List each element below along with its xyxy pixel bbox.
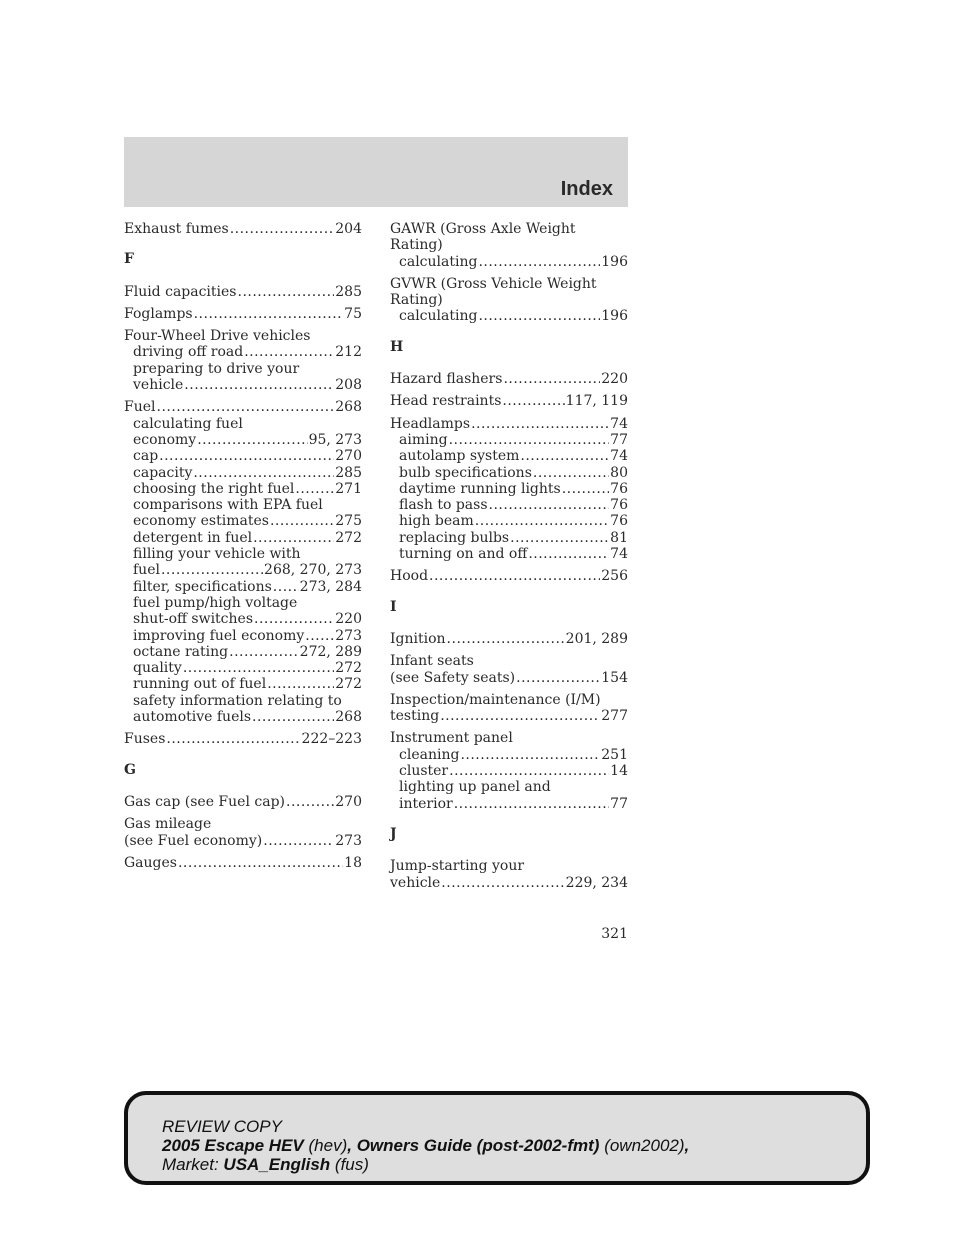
index-entry-line [390, 276, 628, 292]
index-entry-line [124, 816, 362, 832]
index-term: Headlamps [390, 415, 471, 432]
index-entry [390, 653, 628, 686]
dot-leader [516, 670, 600, 686]
index-term: testing [390, 708, 440, 725]
index-subentry-line [124, 676, 362, 692]
index-page-ref: 220 [335, 611, 362, 628]
dot-leader [295, 481, 334, 497]
index-term: detergent in fuel [133, 529, 253, 546]
dot-leader [454, 796, 609, 812]
index-term: Infant seats [390, 653, 474, 670]
index-entry [390, 568, 628, 584]
index-subentry-line [124, 644, 362, 660]
index-subentry-line [124, 530, 362, 546]
index-term: driving off road [133, 344, 244, 361]
index-term: Fuses [124, 731, 166, 748]
index-term: Gas mileage [124, 816, 212, 833]
index-entry-line [124, 306, 362, 322]
index-entry-line [390, 692, 628, 708]
index-term: Foglamps [124, 305, 193, 322]
index-subentry-line [124, 628, 362, 644]
index-entry [124, 328, 362, 393]
index-entry-line [390, 708, 628, 724]
dot-leader [471, 416, 609, 432]
index-entry-line [124, 855, 362, 871]
index-page-ref: 268 [335, 399, 362, 416]
index-entry-line [124, 794, 362, 810]
index-entry-line [124, 284, 362, 300]
dot-leader [475, 513, 609, 529]
dot-leader [166, 731, 300, 747]
index-page-ref: 268, 270, 273 [264, 562, 362, 579]
section-letter: H [390, 338, 404, 355]
index-entry [124, 794, 362, 810]
index-term: turning on and off [399, 546, 528, 563]
index-term: comparisons with EPA fuel [133, 497, 323, 514]
dot-leader [520, 448, 609, 464]
review-copy-footer [124, 1091, 870, 1185]
index-term: filling your vehicle with [133, 546, 301, 563]
dot-leader [197, 432, 307, 448]
index-term: daytime running lights [399, 480, 561, 497]
footer-sep1: , [347, 1136, 357, 1155]
footer-sep2: , [684, 1136, 690, 1155]
index-term: Ignition [390, 630, 446, 647]
section-letter: J [390, 825, 397, 842]
dot-leader [510, 530, 609, 546]
dot-leader [178, 855, 343, 871]
index-entry-line [390, 875, 628, 891]
dot-leader [429, 568, 600, 584]
dot-leader [253, 530, 334, 546]
index-subentry-line [390, 465, 628, 481]
index-term: aiming [399, 431, 448, 448]
dot-leader [238, 284, 335, 300]
footer-model: 2005 Escape HEV [162, 1136, 304, 1155]
index-entry [390, 393, 628, 409]
index-entry [124, 284, 362, 300]
index-subentry-line [124, 361, 362, 377]
index-entry [390, 631, 628, 647]
dot-leader [159, 448, 334, 464]
index-term: GAWR (Gross Axle Weight [390, 221, 576, 237]
index-subentry-line [124, 497, 362, 513]
index-page-ref: 275 [335, 513, 362, 530]
index-entry-line [390, 858, 628, 874]
dot-leader [194, 306, 344, 322]
index-term: cluster [399, 763, 449, 780]
dot-leader [503, 371, 600, 387]
index-term: Inspection/maintenance (I/M) [390, 691, 601, 708]
index-subentry-line [124, 344, 362, 360]
index-term: replacing bulbs [399, 529, 510, 546]
dot-leader [449, 432, 610, 448]
index-term: running out of fuel [133, 676, 267, 693]
index-entry-line [390, 631, 628, 647]
dot-leader [252, 709, 334, 725]
dot-leader [447, 631, 565, 647]
footer-model-code: (hev) [308, 1136, 348, 1155]
index-page-ref: 204 [335, 221, 362, 237]
index-subentry-line [390, 481, 628, 497]
dot-leader [193, 465, 334, 481]
index-page-ref: 251 [601, 746, 628, 763]
index-entry-line [390, 371, 628, 387]
index-term: interior [399, 795, 453, 812]
index-entry-line [390, 416, 628, 432]
index-term: improving fuel economy [133, 627, 305, 644]
index-entry-line [390, 568, 628, 584]
index-entry [390, 221, 628, 270]
index-entry [124, 399, 362, 725]
index-entry [390, 730, 628, 811]
index-subentry-line [390, 796, 628, 812]
dot-leader [460, 747, 600, 763]
dot-leader [161, 562, 263, 578]
index-subentry-line [390, 308, 628, 324]
index-entry-line [124, 731, 362, 747]
index-term: calculating [399, 308, 478, 325]
section-letter: G [124, 761, 136, 778]
index-entry-line [124, 221, 362, 237]
footer-guide-code: (own2002) [604, 1136, 685, 1155]
index-term: safety information relating to [133, 692, 342, 709]
footer-market-line [162, 1155, 689, 1174]
index-term: cap [133, 448, 159, 465]
index-term: octane rating [133, 643, 229, 660]
index-entry-line [390, 221, 628, 237]
index-entry-line [390, 653, 628, 669]
index-subentry-line [390, 763, 628, 779]
index-term: Exhaust fumes [124, 221, 229, 237]
index-term: Hazard flashers [390, 371, 503, 388]
index-subentry-line [390, 546, 628, 562]
index-page-ref: 74 [610, 448, 628, 465]
index-term: Instrument panel [390, 730, 513, 747]
index-term: high beam [399, 513, 474, 530]
index-term: Gauges [124, 854, 177, 871]
index-page-ref: 201, 289 [565, 630, 628, 647]
index-entry [124, 855, 362, 871]
dot-leader [184, 377, 334, 393]
index-term: Rating) [390, 237, 443, 254]
index-entry [390, 416, 628, 563]
index-entry [390, 371, 628, 387]
index-term: bulb specifications [399, 464, 532, 481]
index-term: (see Safety seats) [390, 669, 516, 686]
index-term: shut-off switches [133, 611, 253, 628]
dot-leader [533, 465, 609, 481]
index-term: fuel pump/high voltage [133, 594, 298, 611]
index-page-ref: 272 [335, 660, 362, 677]
index-entry [124, 306, 362, 322]
index-page-ref: 220 [601, 371, 628, 388]
header-band [124, 137, 628, 207]
index-term: GVWR (Gross Vehicle Weight [390, 275, 597, 292]
dot-leader [440, 708, 600, 724]
index-subentry-line [124, 660, 362, 676]
index-subentry-line [124, 595, 362, 611]
index-page-ref: 196 [601, 253, 628, 270]
index-page-ref: 80 [610, 464, 628, 481]
index-page-ref: 74 [610, 546, 628, 563]
index-term: (see Fuel economy) [124, 832, 263, 849]
index-term: Fluid capacities [124, 283, 237, 300]
index-page-ref: 272 [335, 529, 362, 546]
index-term: vehicle [133, 377, 184, 394]
dot-leader [273, 579, 299, 595]
dot-leader [229, 644, 299, 660]
index-subentry-line [390, 779, 628, 795]
page-title: Index [560, 178, 613, 200]
dot-leader [286, 794, 334, 810]
index-subentry-line [390, 513, 628, 529]
index-page-ref: 285 [335, 283, 362, 300]
index-subentry-line [124, 579, 362, 595]
index-entry-line [390, 292, 628, 308]
index-subentry-line [124, 481, 362, 497]
dot-leader [305, 628, 334, 644]
footer-market-code: (fus) [334, 1155, 369, 1174]
dot-leader [230, 221, 335, 237]
index-term: Fuel [124, 399, 156, 416]
index-subentry-line [124, 709, 362, 725]
index-page-ref: 74 [610, 415, 628, 432]
index-page-ref: 18 [344, 854, 362, 871]
index-subentry-line [390, 747, 628, 763]
footer-text [162, 1117, 689, 1174]
index-subentry-line [124, 416, 362, 432]
index-subentry-line [390, 530, 628, 546]
index-page-ref: 117, 119 [565, 393, 628, 410]
index-subentry-line [124, 432, 362, 448]
dot-leader [157, 399, 335, 415]
index-term: filter, specifications [133, 578, 272, 595]
index-term: economy [133, 431, 197, 448]
index-page-ref: 76 [610, 513, 628, 530]
index-page-ref: 212 [335, 344, 362, 361]
index-term: quality [133, 660, 182, 677]
dot-leader [267, 676, 334, 692]
index-term: preparing to drive your [133, 360, 300, 377]
dot-leader [489, 497, 610, 513]
index-page-ref: 77 [610, 431, 628, 448]
index-term: choosing the right fuel [133, 480, 295, 497]
index-page-ref: 14 [610, 763, 628, 780]
index-entry [124, 816, 362, 849]
index-term: Jump-starting your [390, 858, 525, 875]
index-page-ref: 270 [335, 793, 362, 810]
section-letter: I [390, 598, 397, 615]
index-page-ref: 285 [335, 464, 362, 481]
dot-leader [270, 513, 334, 529]
dot-leader [478, 308, 600, 324]
index-subentry-line [124, 562, 362, 578]
index-page-ref: 272, 289 [299, 643, 362, 660]
index-term: economy estimates [133, 513, 269, 530]
index-page-ref: 271 [335, 480, 362, 497]
index-subentry-line [390, 254, 628, 270]
index-subentry-line [390, 448, 628, 464]
footer-guide: Owners Guide (post-2002-fmt) [356, 1136, 600, 1155]
index-entry-line [390, 237, 628, 253]
index-page-ref: 81 [610, 529, 628, 546]
index-term: Gas cap (see Fuel cap) [124, 793, 285, 810]
index-page-ref: 273, 284 [299, 578, 362, 595]
dot-leader [254, 611, 334, 627]
section-letter: F [124, 251, 134, 268]
index-term: fuel [133, 562, 160, 579]
index-term: vehicle [390, 874, 441, 891]
index-term: Four-Wheel Drive vehicles [124, 328, 311, 345]
index-term: cleaning [399, 746, 460, 763]
index-page-ref: 256 [601, 568, 628, 585]
index-page-ref: 268 [335, 709, 362, 726]
index-subentry-line [124, 693, 362, 709]
index-page-ref: 154 [601, 669, 628, 686]
index-page-ref: 229, 234 [565, 874, 628, 891]
index-page-ref: 222–223 [301, 731, 362, 748]
index-page-ref: 272 [335, 676, 362, 693]
index-subentry-line [124, 448, 362, 464]
dot-leader [528, 546, 609, 562]
index-entry-line [390, 730, 628, 746]
index-entry [390, 276, 628, 325]
index-page-ref: 76 [610, 497, 628, 514]
index-page-ref: 277 [601, 708, 628, 725]
index-entry [390, 858, 628, 891]
index-subentry-line [124, 611, 362, 627]
footer-market-label: Market: [162, 1155, 219, 1174]
footer-model-line [162, 1136, 689, 1155]
dot-leader [263, 833, 334, 849]
index-page-ref: 76 [610, 480, 628, 497]
index-subentry-line [390, 497, 628, 513]
index-page-ref: 208 [335, 377, 362, 394]
index-entry [124, 731, 362, 747]
index-term: autolamp system [399, 448, 520, 465]
dot-leader [441, 875, 564, 891]
index-subentry-line [124, 513, 362, 529]
index-entry [124, 221, 362, 237]
page-number: 321 [601, 926, 628, 942]
index-page-ref: 273 [335, 627, 362, 644]
index-page-ref: 95, 273 [308, 431, 362, 448]
dot-leader [478, 254, 600, 270]
dot-leader [502, 393, 564, 409]
index-term: calculating [399, 253, 478, 270]
dot-leader [183, 660, 334, 676]
index-page-ref: 270 [335, 448, 362, 465]
index-term: lighting up panel and [399, 779, 551, 796]
index-page-ref: 75 [344, 305, 362, 322]
index-subentry-line [124, 465, 362, 481]
dot-leader [449, 763, 609, 779]
index-entry-line [124, 833, 362, 849]
index-subentry-line [390, 432, 628, 448]
index-entry-line [390, 393, 628, 409]
index-subentry-line [124, 546, 362, 562]
index-entry [390, 692, 628, 725]
index-term: capacity [133, 464, 193, 481]
footer-market: USA_English [223, 1155, 331, 1174]
index-entry-line [390, 670, 628, 686]
index-page-ref: 196 [601, 308, 628, 325]
index-term: calculating fuel [133, 415, 243, 432]
dot-leader [244, 344, 334, 360]
index-column-right [390, 221, 628, 897]
index-term: flash to pass [399, 497, 488, 514]
dot-leader [562, 481, 609, 497]
index-term: Rating) [390, 292, 443, 309]
index-entry-line [124, 399, 362, 415]
index-column-left [124, 221, 362, 877]
index-term: Hood [390, 568, 429, 585]
index-term: automotive fuels [133, 709, 252, 726]
review-copy-label: REVIEW COPY [162, 1117, 282, 1136]
index-subentry-line [124, 377, 362, 393]
index-entry-line [124, 328, 362, 344]
index-page-ref: 77 [610, 795, 628, 812]
index-term: Head restraints [390, 393, 502, 410]
index-page-ref: 273 [335, 832, 362, 849]
